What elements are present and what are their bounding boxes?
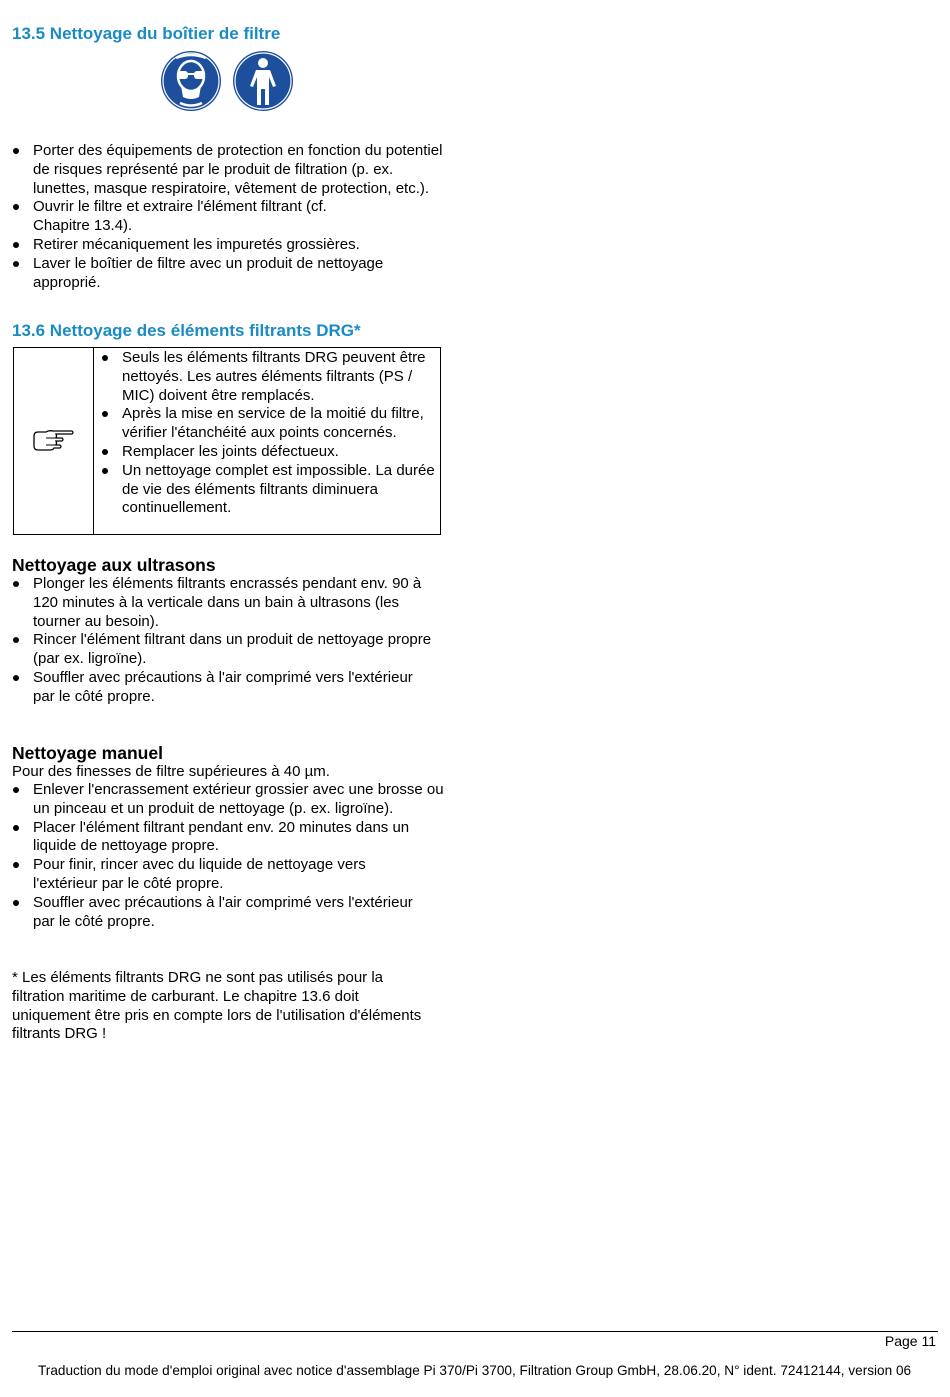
- list-item: Laver le boîtier de filtre avec un produit de nettoyage approprié.: [12, 255, 452, 293]
- list-item: Après la mise en service de la moitié du filtre, vérifier l'étanchéité aux points concernés.: [101, 405, 436, 443]
- section-13-6-title: 13.6 Nettoyage des éléments filtrants DRG*: [12, 321, 361, 340]
- section-13-5-title: 13.5 Nettoyage du boîtier de filtre: [12, 24, 281, 43]
- list-item: Retirer mécaniquement les impuretés grossières.: [12, 236, 452, 255]
- list-item: Ouvrir le filtre et extraire l'élément filtrant (cf. Chapitre 13.4).: [12, 198, 333, 236]
- list-item: Seuls les éléments filtrants DRG peuvent être nettoyés. Les autres éléments filtrants (PS / MIC) doivent être remplacés.: [101, 349, 436, 405]
- manuel-title: Nettoyage manuel: [12, 743, 164, 763]
- footnote: * Les éléments filtrants DRG ne sont pas utilisés pour la filtration maritime de carburant. Le chapitre 13.6 doit uniquement être pris en compte lors de l'utilisation d'éléments filtrants DRG !: [12, 969, 422, 1043]
- ultrasons-title: Nettoyage aux ultrasons: [12, 555, 216, 575]
- list-item: Pour finir, rincer avec du liquide de nettoyage vers l'extérieur par le côté propre.: [12, 856, 433, 894]
- list-item: Un nettoyage complet est impossible. La durée de vie des éléments filtrants diminuera continuellement.: [101, 462, 436, 518]
- footer-text: Traduction du mode d'emploi original avec notice d'assemblage Pi 370/Pi 3700, Filtration Group GmbH, 28.06.20, N° ident. 72412144, version 06: [38, 1363, 912, 1378]
- note-icon-cell: [14, 348, 94, 534]
- list-item: Enlever l'encrassement extérieur grossier avec une brosse ou un pinceau et un produit de nettoyage (p. ex. ligroïne).: [12, 781, 444, 819]
- section-13-5-list: [12, 142, 452, 292]
- note-box: [13, 347, 441, 535]
- page-number: Page 11: [884, 1333, 936, 1349]
- note-list: [101, 349, 436, 518]
- manuel-list: [12, 781, 444, 931]
- list-item: Porter des équipements de protection en fonction du potentiel de risques représenté par le produit de filtration (p. ex. lunettes, masque respiratoire, vêtement de protection, etc.).: [12, 142, 452, 198]
- ultrasons-list: [12, 575, 442, 707]
- list-item: Plonger les éléments filtrants encrassés pendant env. 90 à 120 minutes à la verticale dans un bain à ultrasons (les tourner au besoin).: [12, 575, 442, 631]
- list-item: Rincer l'élément filtrant dans un produit de nettoyage propre (par ex. ligroïne).: [12, 631, 443, 669]
- protective-suit-icon: [232, 50, 294, 112]
- pointing-hand-icon: [32, 428, 74, 452]
- list-item: Placer l'élément filtrant pendant env. 20 minutes dans un liquide de nettoyage propre.: [12, 819, 444, 857]
- goggles-mask-icon: [160, 50, 222, 112]
- list-item: Souffler avec précautions à l'air comprimé vers l'extérieur par le côté propre.: [12, 669, 413, 707]
- list-item: Remplacer les joints défectueux.: [101, 443, 436, 462]
- list-item: Souffler avec précautions à l'air comprimé vers l'extérieur par le côté propre.: [12, 894, 413, 932]
- manuel-intro: Pour des finesses de filtre supérieures à 40 µm.: [12, 763, 330, 780]
- safety-icons: [160, 50, 294, 112]
- footer-divider: [12, 1331, 938, 1332]
